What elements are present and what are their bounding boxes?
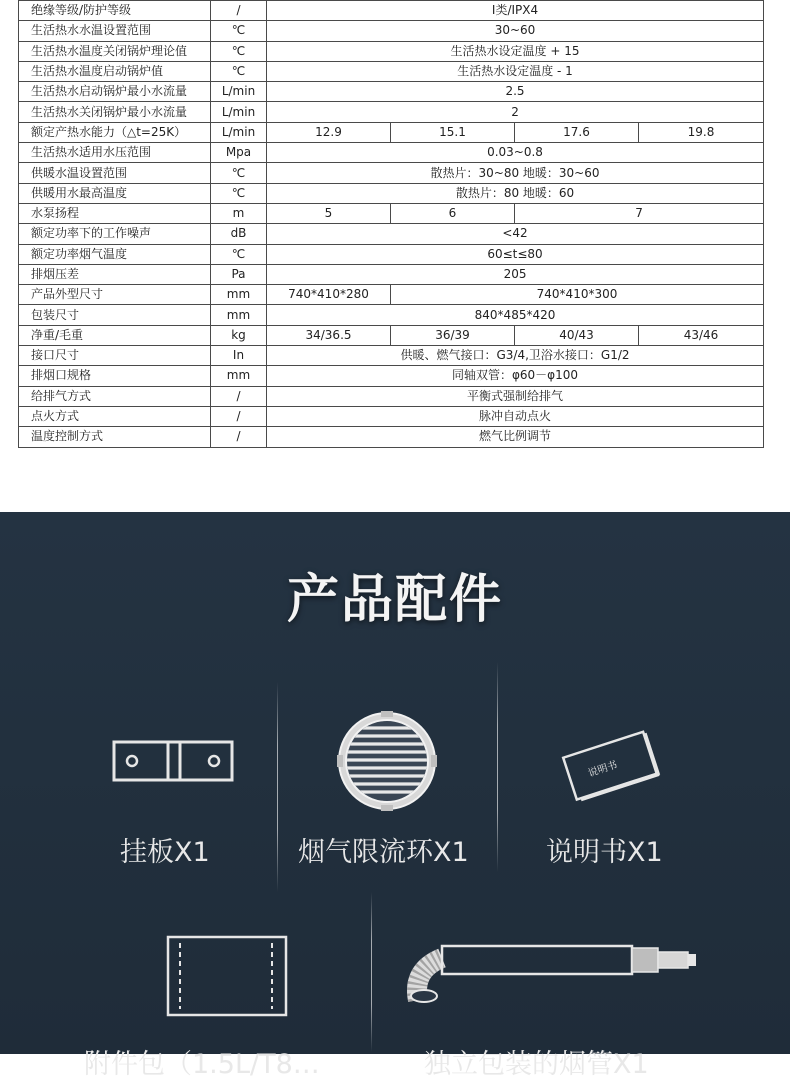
spec-label: 额定产热水能力（△t=25K） <box>19 122 211 142</box>
spec-label: 额定功率下的工作噪声 <box>19 224 211 244</box>
accessory-label-flue-ring: 烟气限流环X1 <box>298 837 469 868</box>
divider <box>371 892 372 1052</box>
spec-value: 17.6 <box>515 122 639 142</box>
spec-value: Ⅰ类/IPX4 <box>267 1 764 21</box>
spec-label: 包装尺寸 <box>19 305 211 325</box>
spec-value: 平衡式强制给排气 <box>267 386 764 406</box>
spec-unit: L/min <box>211 122 267 142</box>
spec-label: 水泵扬程 <box>19 203 211 223</box>
spec-row <box>19 143 764 163</box>
divider <box>277 682 278 892</box>
spec-row <box>19 41 764 61</box>
spec-label: 点火方式 <box>19 406 211 426</box>
spec-value: 740*410*280 <box>267 285 391 305</box>
spec-value: <42 <box>267 224 764 244</box>
spec-label: 生活热水温度启动锅炉值 <box>19 61 211 81</box>
spec-label: 生活热水温度关闭锅炉理论值 <box>19 41 211 61</box>
spec-value: 7 <box>515 203 764 223</box>
flue-restrictor-ring-icon <box>336 710 438 812</box>
spec-label: 额定功率烟气温度 <box>19 244 211 264</box>
spec-unit: dB <box>211 224 267 244</box>
spec-row <box>19 366 764 386</box>
spec-value: 5 <box>267 203 391 223</box>
spec-unit: ℃ <box>211 41 267 61</box>
spec-row <box>19 264 764 284</box>
spec-table <box>18 0 764 448</box>
accessory-label-flue-pipe: 独立包装的烟管X1 <box>424 1049 649 1080</box>
spec-row <box>19 102 764 122</box>
spec-label: 产品外型尺寸 <box>19 285 211 305</box>
accessories-title: 产品配件 <box>286 569 503 630</box>
spec-value: 同轴双管：φ60－φ100 <box>267 366 764 386</box>
spec-label: 接口尺寸 <box>19 346 211 366</box>
spec-value: 2.5 <box>267 82 764 102</box>
spec-label: 生活热水关闭锅炉最小水流量 <box>19 102 211 122</box>
spec-unit: / <box>211 406 267 426</box>
spec-unit: Mpa <box>211 143 267 163</box>
accessory-label-hanging-plate: 挂板X1 <box>120 837 210 868</box>
spec-row <box>19 427 764 447</box>
spec-row <box>19 244 764 264</box>
spec-value: 43/46 <box>639 325 764 345</box>
spec-value: 燃气比例调节 <box>267 427 764 447</box>
divider <box>497 662 498 872</box>
spec-row <box>19 386 764 406</box>
spec-value: 生活热水设定温度 + 15 <box>267 41 764 61</box>
spec-label: 绝缘等级/防护等级 <box>19 1 211 21</box>
flue-pipe-icon <box>402 942 698 1002</box>
spec-value: 840*485*420 <box>267 305 764 325</box>
spec-unit: ℃ <box>211 163 267 183</box>
spec-row <box>19 183 764 203</box>
spec-value: 60≤t≤80 <box>267 244 764 264</box>
spec-value: 脉冲自动点火 <box>267 406 764 426</box>
manual-book-icon <box>554 732 664 800</box>
spec-unit: / <box>211 386 267 406</box>
spec-unit: ℃ <box>211 61 267 81</box>
spec-unit: / <box>211 1 267 21</box>
accessories-section <box>0 512 790 1080</box>
spec-label: 供暖用水最高温度 <box>19 183 211 203</box>
spec-value: 40/43 <box>515 325 639 345</box>
spec-label: 净重/毛重 <box>19 325 211 345</box>
spec-row <box>19 406 764 426</box>
spec-label: 排烟压差 <box>19 264 211 284</box>
spec-row <box>19 21 764 41</box>
spec-row <box>19 122 764 142</box>
spec-value: 205 <box>267 264 764 284</box>
spec-unit: / <box>211 427 267 447</box>
spec-value: 740*410*300 <box>391 285 764 305</box>
accessory-label-manual: 说明书X1 <box>546 837 663 868</box>
spec-value: 30~60 <box>267 21 764 41</box>
spec-value: 0.03~0.8 <box>267 143 764 163</box>
spec-row <box>19 203 764 223</box>
spec-row <box>19 82 764 102</box>
spec-label: 生活热水水温设置范围 <box>19 21 211 41</box>
spec-unit: In <box>211 346 267 366</box>
spec-row <box>19 224 764 244</box>
spec-row <box>19 285 764 305</box>
spec-unit: mm <box>211 366 267 386</box>
spec-unit: m <box>211 203 267 223</box>
spec-value: 供暖、燃气接口：G3/4,卫浴水接口：G1/2 <box>267 346 764 366</box>
spec-row <box>19 305 764 325</box>
spec-value: 15.1 <box>391 122 515 142</box>
accessory-bag-icon <box>166 935 288 1017</box>
spec-unit: ℃ <box>211 21 267 41</box>
accessory-label-bag: 附件包（1.5L/T8… <box>84 1049 320 1080</box>
spec-label: 排烟口规格 <box>19 366 211 386</box>
spec-table-section <box>18 0 763 448</box>
spec-unit: kg <box>211 325 267 345</box>
spec-value: 散热片：80 地暖：60 <box>267 183 764 203</box>
hanging-plate-icon <box>112 740 234 782</box>
spec-value: 生活热水设定温度 - 1 <box>267 61 764 81</box>
spec-unit: ℃ <box>211 183 267 203</box>
spec-unit: Pa <box>211 264 267 284</box>
spec-value: 2 <box>267 102 764 122</box>
spec-unit: L/min <box>211 82 267 102</box>
spec-value: 36/39 <box>391 325 515 345</box>
spec-unit: ℃ <box>211 244 267 264</box>
spec-row <box>19 61 764 81</box>
spec-label: 温度控制方式 <box>19 427 211 447</box>
spec-label: 给排气方式 <box>19 386 211 406</box>
spec-value: 12.9 <box>267 122 391 142</box>
spec-unit: L/min <box>211 102 267 122</box>
spec-label: 供暖水温设置范围 <box>19 163 211 183</box>
spec-value: 散热片：30~80 地暖：30~60 <box>267 163 764 183</box>
spec-row <box>19 346 764 366</box>
spec-value: 6 <box>391 203 515 223</box>
spec-unit: mm <box>211 305 267 325</box>
spec-value: 34/36.5 <box>267 325 391 345</box>
spec-label: 生活热水启动锅炉最小水流量 <box>19 82 211 102</box>
spec-row <box>19 1 764 21</box>
spec-row <box>19 163 764 183</box>
manual-book-text: 说明书 <box>586 759 619 780</box>
spec-value: 19.8 <box>639 122 764 142</box>
spec-unit: mm <box>211 285 267 305</box>
spec-row <box>19 325 764 345</box>
spec-label: 生活热水适用水压范围 <box>19 143 211 163</box>
